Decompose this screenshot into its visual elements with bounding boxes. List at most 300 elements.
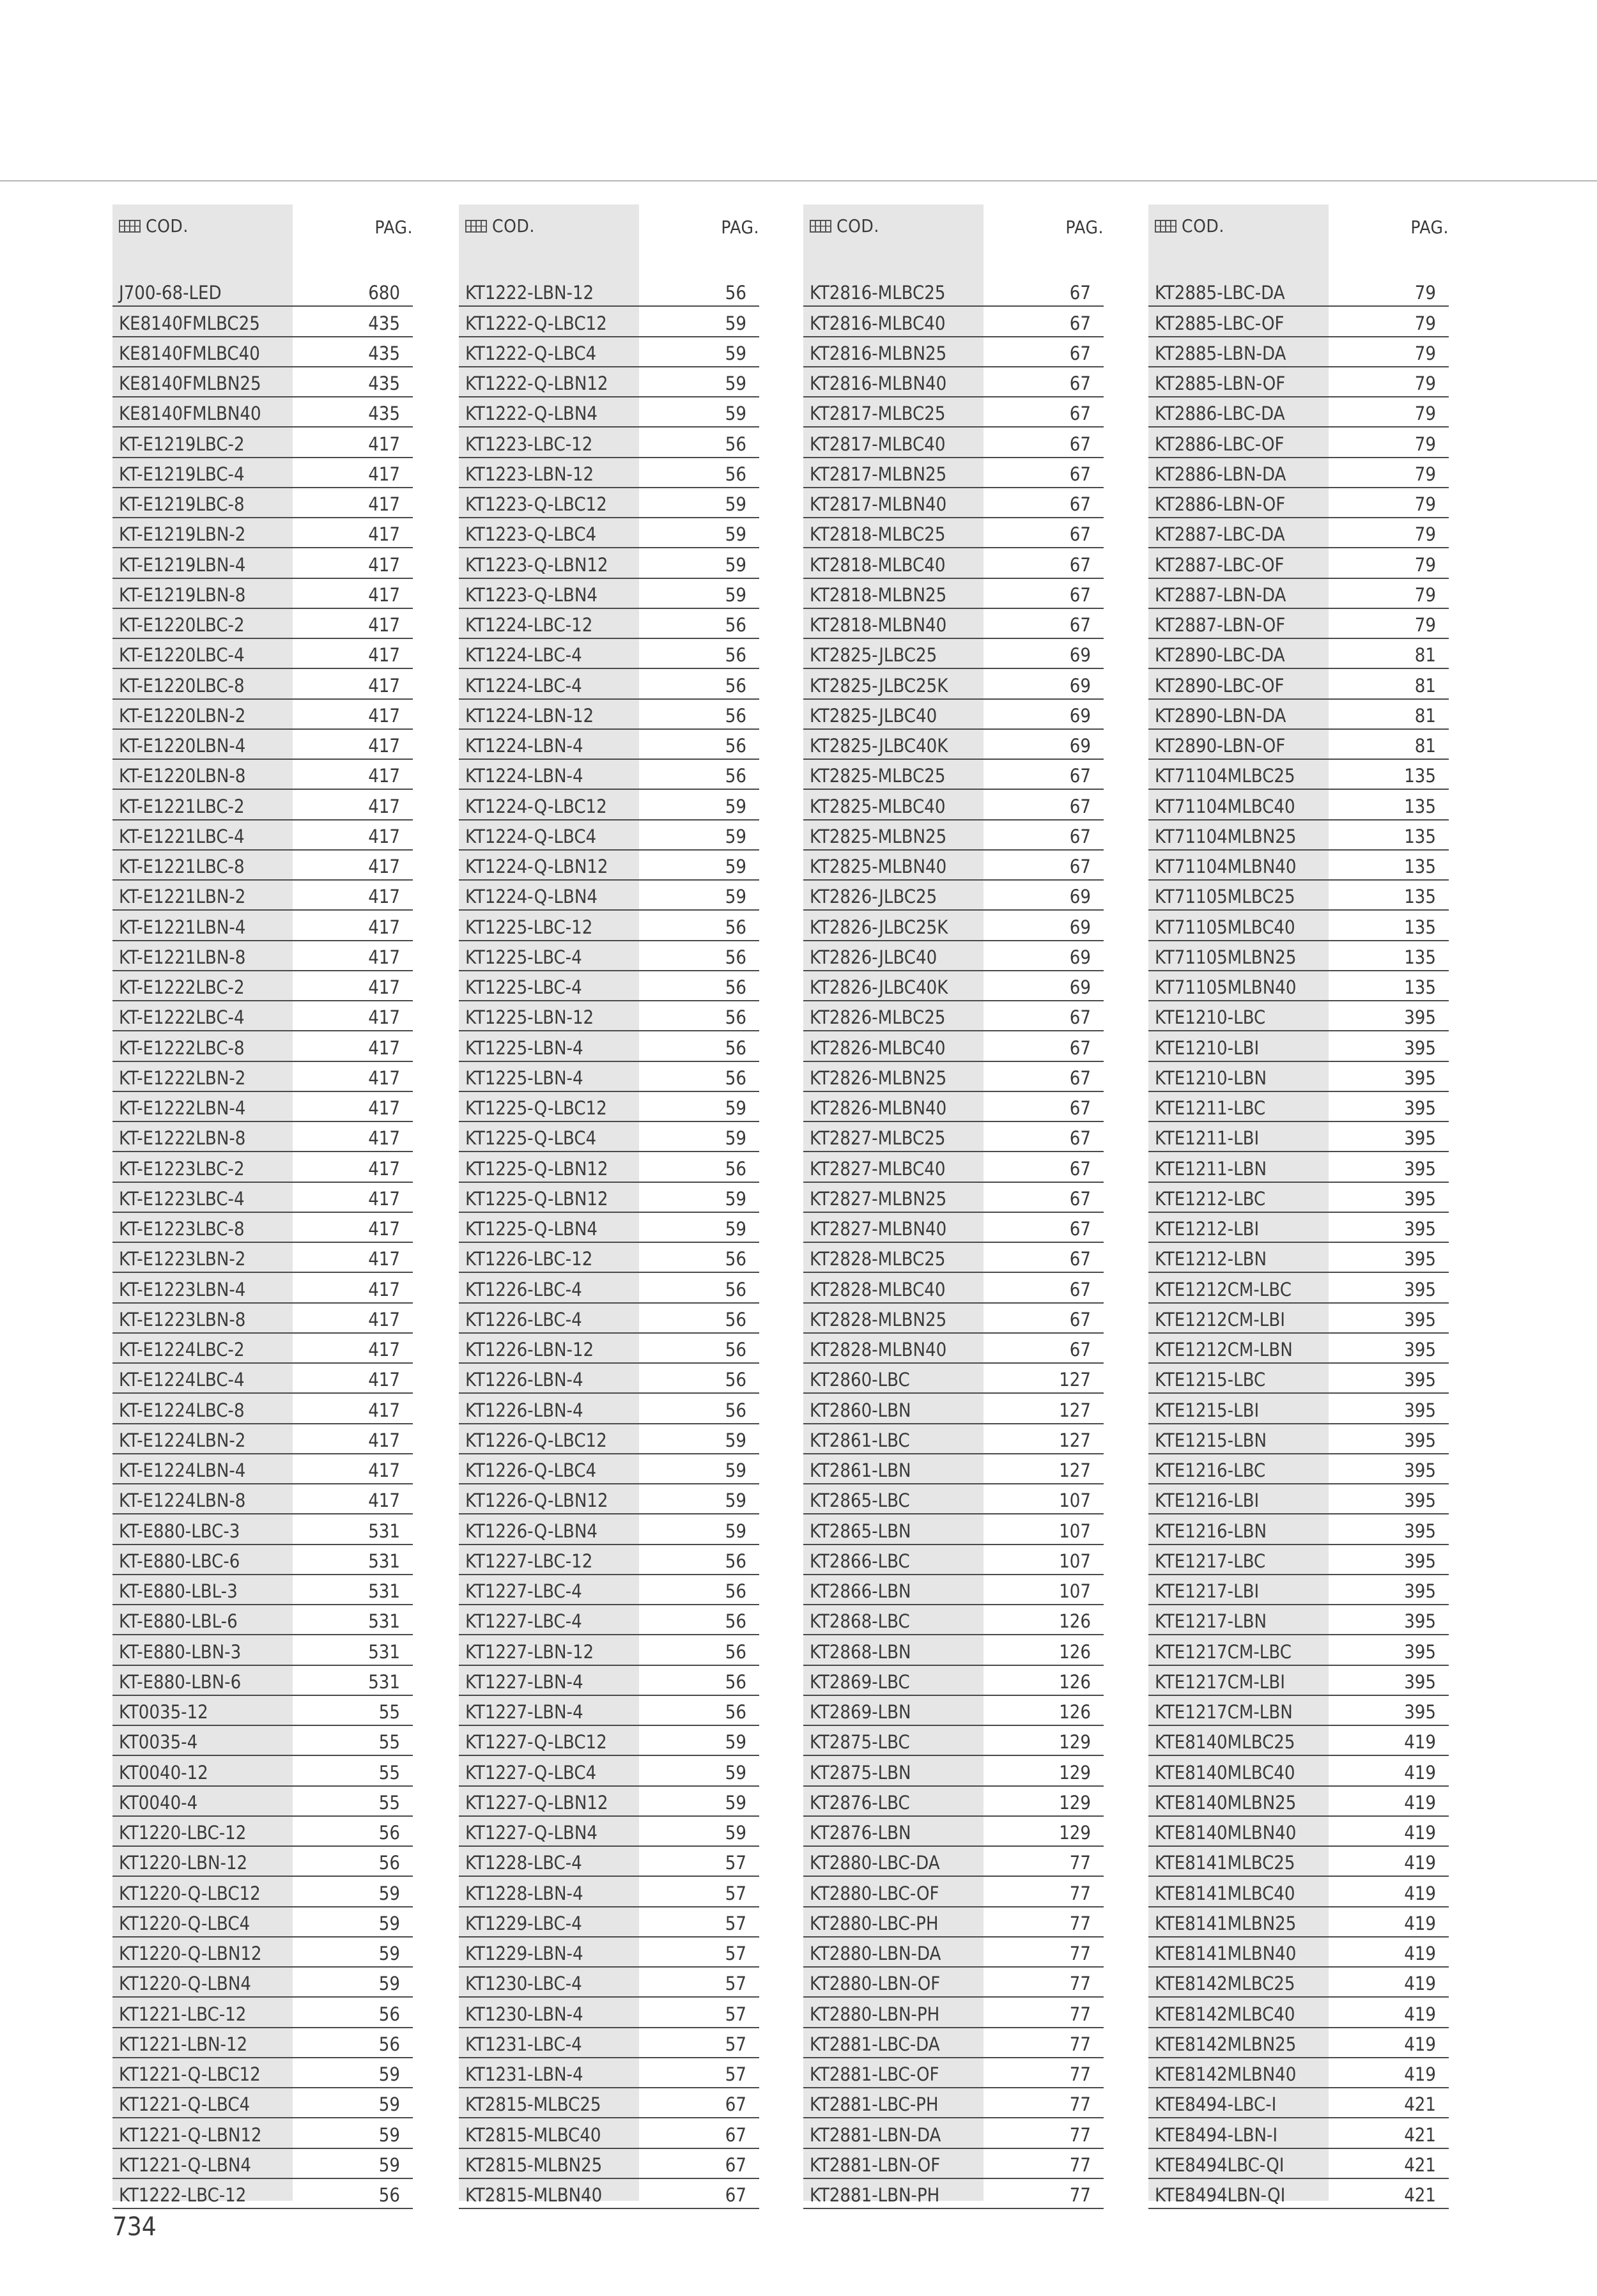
table-row: [803, 609, 1104, 639]
page-ref: 56: [725, 644, 746, 666]
product-code: KT1223-Q-LBN12: [465, 553, 608, 576]
table-row: [459, 1817, 759, 1847]
table-row: [803, 458, 1104, 488]
table-row: [112, 1424, 413, 1454]
product-code: KT2827-MLBN25: [810, 1187, 947, 1210]
table-row: [459, 367, 759, 397]
page-ref: 67: [1069, 614, 1091, 636]
page-ref: 395: [1404, 1429, 1436, 1451]
page-ref: 67: [725, 2093, 746, 2116]
product-code: KT2825-JLBC40: [810, 704, 937, 727]
table-row: [1148, 488, 1449, 518]
column-header: [1148, 204, 1449, 277]
table-row: [112, 1847, 413, 1877]
table-row: [459, 2028, 759, 2058]
page-ref: 59: [378, 2123, 400, 2146]
page-ref: 421: [1404, 2184, 1436, 2206]
product-code: KT-E880-LBL-6: [119, 1610, 238, 1633]
product-code: KT1221-Q-LBN4: [119, 2153, 251, 2176]
product-code: KT2828-MLBN25: [810, 1308, 947, 1330]
page-ref: 417: [368, 1157, 400, 1180]
product-code: KTE8494LBN-QI: [1155, 2184, 1286, 2206]
page-ref: 77: [1069, 1973, 1091, 1995]
product-code: KT2818-MLBC40: [810, 553, 946, 576]
table-row: [112, 2149, 413, 2179]
page-ref: 395: [1404, 1036, 1436, 1059]
product-code: KT1227-LBC-4: [465, 1580, 582, 1602]
page-ref: 56: [725, 765, 746, 787]
product-code: KT2826-JLBC25K: [810, 916, 948, 938]
table-row: [803, 1938, 1104, 1968]
table-row: [1148, 609, 1449, 639]
product-code: KT1223-LBN-12: [465, 463, 594, 485]
table-row: [112, 2179, 413, 2209]
product-code: KT1221-Q-LBN12: [119, 2123, 262, 2146]
table-row: [459, 518, 759, 548]
table-row: [803, 1183, 1104, 1213]
table-row: [459, 1787, 759, 1817]
product-code: KT-E1220LBC-2: [119, 614, 245, 636]
page-ref: 531: [368, 1610, 400, 1633]
product-code: KT-E1223LBN-2: [119, 1248, 246, 1270]
table-row: [112, 1726, 413, 1756]
page-ref: 59: [725, 1127, 746, 1150]
product-code: KT2885-LBN-DA: [1155, 342, 1286, 364]
page-ref: 435: [368, 312, 400, 334]
product-code: KE8140FMLBN40: [119, 403, 261, 425]
page-ref: 59: [725, 1822, 746, 1844]
table-row: [1148, 1666, 1449, 1696]
product-code: KT1228-LBC-4: [465, 1852, 582, 1874]
index-column: [459, 204, 759, 2209]
page-ref: 67: [1069, 1097, 1091, 1119]
table-row: [112, 1213, 413, 1243]
product-code: KT-E1224LBN-2: [119, 1429, 246, 1451]
product-code: KT2825-JLBC25K: [810, 674, 948, 697]
page-ref: 417: [368, 463, 400, 485]
page-ref: 67: [1069, 856, 1091, 877]
product-code: KT1226-Q-LBC12: [465, 1429, 607, 1451]
page-header-label: PAG.: [1065, 217, 1104, 238]
page-ref: 56: [725, 1580, 746, 1602]
page-ref: 417: [368, 1006, 400, 1029]
table-row: [803, 851, 1104, 881]
page-ref: 67: [1069, 403, 1091, 425]
page-ref: 56: [725, 1610, 746, 1633]
table-row: [459, 609, 759, 639]
table-row: [803, 1756, 1104, 1786]
table-row: [112, 1514, 413, 1545]
table-row: [112, 911, 413, 941]
page-ref: 417: [368, 1339, 400, 1360]
product-code: KT1223-Q-LBC4: [465, 523, 597, 546]
page-ref: 395: [1404, 1670, 1436, 1693]
product-code: KT1221-LBN-12: [119, 2033, 248, 2055]
product-code: KTE8140MLBN25: [1155, 1791, 1297, 1814]
table-row: [112, 821, 413, 851]
product-code: KT2825-MLBC40: [810, 795, 946, 817]
page-ref: 419: [1404, 1761, 1436, 1784]
top-divider: [0, 180, 1597, 181]
page-ref: 107: [1059, 1550, 1091, 1572]
product-code: KT2887-LBN-OF: [1155, 614, 1286, 636]
product-code: KT2876-LBN: [810, 1822, 911, 1844]
table-row: [112, 1605, 413, 1635]
page-ref: 57: [725, 1882, 746, 1904]
page-ref: 419: [1404, 1791, 1436, 1814]
table-row: [803, 1968, 1104, 1998]
table-row: [1148, 1273, 1449, 1303]
table-row: [459, 1907, 759, 1938]
page-ref: 67: [1069, 1036, 1091, 1059]
table-row: [1148, 2028, 1449, 2058]
product-code: KTE8142MLBC40: [1155, 2003, 1295, 2025]
product-code: KT1230-LBN-4: [465, 2003, 583, 2025]
page-ref: 419: [1404, 2063, 1436, 2085]
product-code: KTE1210-LBI: [1155, 1036, 1260, 1059]
product-code: KT1225-Q-LBN12: [465, 1187, 608, 1210]
product-code: KT1224-Q-LBC4: [465, 825, 597, 847]
product-code: KT2869-LBN: [810, 1701, 911, 1723]
table-row: [803, 1364, 1104, 1394]
table-row: [1148, 2058, 1449, 2088]
product-code: KTE1217CM-LBI: [1155, 1670, 1285, 1693]
table-row: [1148, 1787, 1449, 1817]
page-ref: 395: [1404, 1399, 1436, 1421]
table-row: [459, 1122, 759, 1152]
table-row: [803, 1424, 1104, 1454]
page-ref: 77: [1069, 2093, 1091, 2116]
product-code: KT-E1220LBN-2: [119, 704, 246, 727]
product-code: KT2866-LBC: [810, 1550, 910, 1572]
page-ref: 417: [368, 1248, 400, 1270]
page-ref: 56: [725, 1399, 746, 1421]
page-ref: 59: [378, 1882, 400, 1904]
code-header-label: COD.: [492, 215, 535, 236]
product-code: KT2887-LBN-DA: [1155, 583, 1286, 606]
table-row: [803, 1787, 1104, 1817]
table-row: [112, 941, 413, 971]
table-row: [459, 1726, 759, 1756]
product-code: KT-E1219LBN-2: [119, 523, 246, 546]
table-row: [803, 1726, 1104, 1756]
table-row: [459, 1394, 759, 1424]
page-ref: 77: [1069, 2184, 1091, 2206]
page-ref: 59: [725, 1490, 746, 1512]
table-row: [112, 2118, 413, 2148]
page-ref: 56: [725, 1278, 746, 1300]
page-ref: 67: [725, 2123, 746, 2146]
page-ref: 59: [725, 1761, 746, 1784]
page-header-label: PAG.: [374, 217, 413, 238]
product-code: KT2886-LBN-DA: [1155, 463, 1286, 485]
page-ref: 126: [1059, 1640, 1091, 1663]
table-row: [1148, 881, 1449, 911]
page-ref: 56: [725, 1006, 746, 1029]
table-row: [1148, 1998, 1449, 2028]
table-row: [803, 1605, 1104, 1635]
page-ref: 69: [1069, 916, 1091, 938]
page-ref: 56: [378, 2184, 400, 2206]
product-code: KT2815-MLBC25: [465, 2093, 601, 2116]
page-ref: 67: [1069, 1157, 1091, 1180]
table-row: [1148, 518, 1449, 548]
product-code: KT-E880-LBC-3: [119, 1520, 240, 1542]
table-row: [459, 1696, 759, 1726]
page-ref: 77: [1069, 1943, 1091, 1964]
product-code: KT1225-LBN-12: [465, 1006, 594, 1029]
product-code: KT1220-LBN-12: [119, 1852, 248, 1874]
page-ref: 77: [1069, 2153, 1091, 2176]
page-ref: 57: [725, 2003, 746, 2025]
table-row: [1148, 1635, 1449, 1665]
product-code: KTE1211-LBC: [1155, 1097, 1266, 1119]
table-row: [112, 1364, 413, 1394]
page-ref: 395: [1404, 1701, 1436, 1723]
table-row: [803, 428, 1104, 458]
table-row: [1148, 1062, 1449, 1092]
product-code: KT2881-LBN-OF: [810, 2153, 941, 2176]
product-code: KT1225-LBC-4: [465, 976, 582, 998]
page-ref: 135: [1404, 976, 1436, 998]
table-row: [1148, 1907, 1449, 1938]
product-code: KT1220-Q-LBC4: [119, 1912, 251, 1934]
product-code: KTE1215-LBI: [1155, 1399, 1260, 1421]
product-code: KT2880-LBC-OF: [810, 1882, 939, 1904]
page-ref: 79: [1414, 282, 1436, 304]
product-code: KT2816-MLBN25: [810, 342, 947, 364]
page-ref: 135: [1404, 856, 1436, 877]
table-row: [803, 1635, 1104, 1665]
page-ref: 77: [1069, 2063, 1091, 2085]
product-code: KT1224-Q-LBN4: [465, 886, 598, 908]
table-row: [1148, 1575, 1449, 1605]
page-ref: 77: [1069, 1882, 1091, 1904]
page-ref: 135: [1404, 825, 1436, 847]
page-ref: 395: [1404, 1580, 1436, 1602]
page-ref: 67: [1069, 583, 1091, 606]
product-code: KT-E1224LBC-2: [119, 1339, 245, 1360]
table-row: [1148, 851, 1449, 881]
table-row: [803, 911, 1104, 941]
product-code: KT2826-MLBN25: [810, 1067, 947, 1089]
product-code: KT2880-LBN-PH: [810, 2003, 940, 2025]
page-ref: 69: [1069, 644, 1091, 666]
page-ref: 395: [1404, 1067, 1436, 1089]
page-ref: 395: [1404, 1369, 1436, 1391]
page-ref: 59: [725, 856, 746, 877]
product-code: KT0040-4: [119, 1791, 198, 1814]
table-row: [112, 518, 413, 548]
page-ref: 67: [1069, 825, 1091, 847]
page-ref: 79: [1414, 403, 1436, 425]
product-code: KTE1217-LBN: [1155, 1610, 1267, 1633]
product-code: KT-E880-LBL-3: [119, 1580, 238, 1602]
page-ref: 56: [725, 463, 746, 485]
product-code: KT1220-Q-LBN12: [119, 1943, 262, 1964]
page-ref: 67: [1069, 553, 1091, 576]
page-ref: 395: [1404, 1187, 1436, 1210]
page-header-label: PAG.: [721, 217, 759, 238]
table-row: [112, 1696, 413, 1726]
page-ref: 126: [1059, 1610, 1091, 1633]
product-code: KT-E1219LBN-4: [119, 553, 246, 576]
table-row: [459, 971, 759, 1001]
table-row: [459, 941, 759, 971]
table-row: [112, 1454, 413, 1484]
table-row: [1148, 1484, 1449, 1514]
page-ref: 57: [725, 1852, 746, 1874]
product-code: KT2826-MLBC25: [810, 1006, 946, 1029]
table-row: [459, 1545, 759, 1575]
product-code: KT2816-MLBC40: [810, 312, 946, 334]
table-row: [1148, 458, 1449, 488]
product-code: KT0035-4: [119, 1731, 198, 1753]
table-row: [1148, 1968, 1449, 1998]
page-ref: 67: [1069, 523, 1091, 546]
table-row: [803, 700, 1104, 730]
product-code: KT2815-MLBC40: [465, 2123, 601, 2146]
product-code: KT1226-Q-LBN12: [465, 1490, 608, 1512]
product-code: KT0040-12: [119, 1761, 208, 1784]
product-code: KT-E1222LBN-2: [119, 1067, 246, 1089]
product-code: KT1227-LBN-4: [465, 1701, 583, 1723]
page-ref: 421: [1404, 2093, 1436, 2116]
table-row: [112, 1122, 413, 1152]
page-ref: 67: [1069, 493, 1091, 515]
page-ref: 59: [378, 1912, 400, 1934]
product-code: KT1222-Q-LBN4: [465, 403, 598, 425]
page-ref: 59: [725, 886, 746, 908]
page-ref: 417: [368, 795, 400, 817]
page-ref: 57: [725, 1912, 746, 1934]
table-row: [803, 760, 1104, 790]
product-code: J700-68-LED: [119, 282, 222, 304]
code-header: [465, 215, 535, 236]
page-ref: 57: [725, 1973, 746, 1995]
product-code: KE8140FMLBN25: [119, 373, 261, 394]
table-row: [803, 2179, 1104, 2209]
product-code: KT-E1219LBC-8: [119, 493, 245, 515]
table-row: [112, 1545, 413, 1575]
page-ref: 417: [368, 886, 400, 908]
table-row: [803, 1847, 1104, 1877]
page-ref: 69: [1069, 976, 1091, 998]
table-row: [459, 790, 759, 820]
page-ref: 59: [725, 1187, 746, 1210]
table-row: [1148, 1001, 1449, 1031]
product-code: KT2825-JLBC40K: [810, 735, 948, 757]
table-row: [1148, 367, 1449, 397]
table-row: [112, 700, 413, 730]
table-row: [803, 881, 1104, 911]
table-row: [112, 790, 413, 820]
product-code: KT2886-LBN-OF: [1155, 493, 1286, 515]
page-ref: 59: [725, 795, 746, 817]
table-row: [112, 2028, 413, 2058]
product-code: KT0035-12: [119, 1701, 208, 1723]
page-ref: 69: [1069, 946, 1091, 968]
page-ref: 67: [1069, 463, 1091, 485]
table-row: [459, 1847, 759, 1877]
product-code: KT2828-MLBC40: [810, 1278, 946, 1300]
page-ref: 67: [1069, 1127, 1091, 1150]
table-row: [803, 307, 1104, 337]
table-row: [112, 1273, 413, 1303]
product-code: KT1221-LBC-12: [119, 2003, 247, 2025]
product-code: KT1225-LBN-4: [465, 1067, 583, 1089]
page-ref: 395: [1404, 1006, 1436, 1029]
product-code: KT1222-Q-LBC4: [465, 342, 597, 364]
product-code: KT1223-Q-LBN4: [465, 583, 598, 606]
page-ref: 395: [1404, 1339, 1436, 1360]
page-ref: 417: [368, 916, 400, 938]
product-code: KT2876-LBC: [810, 1791, 910, 1814]
page-ref: 55: [378, 1731, 400, 1753]
table-row: [1148, 1092, 1449, 1122]
page-ref: 417: [368, 433, 400, 455]
page-ref: 419: [1404, 1882, 1436, 1904]
page-ref: 59: [725, 523, 746, 546]
product-code: KT1226-LBC-12: [465, 1248, 593, 1270]
page-ref: 129: [1059, 1731, 1091, 1753]
page-ref: 395: [1404, 1520, 1436, 1542]
table-row: [803, 397, 1104, 428]
table-row: [803, 1152, 1104, 1182]
product-code: KT2886-LBC-DA: [1155, 403, 1285, 425]
table-row: [459, 1575, 759, 1605]
product-code: KT1224-LBN-12: [465, 704, 594, 727]
page-ref: 57: [725, 2033, 746, 2055]
product-code: KTE8141MLBN25: [1155, 1912, 1297, 1934]
table-row: [112, 1304, 413, 1334]
product-code: KT-E1220LBN-8: [119, 765, 246, 787]
page-ref: 79: [1414, 433, 1436, 455]
table-row: [1148, 1213, 1449, 1243]
page-ref: 59: [725, 1460, 746, 1481]
table-row: [112, 730, 413, 760]
page-ref: 135: [1404, 946, 1436, 968]
product-code: KTE8140MLBN40: [1155, 1822, 1297, 1844]
table-row: [803, 730, 1104, 760]
product-code: KT-E1224LBC-8: [119, 1399, 245, 1421]
product-code: KT1220-LBC-12: [119, 1822, 247, 1844]
table-row: [112, 1666, 413, 1696]
product-code: KT-E1221LBC-8: [119, 856, 245, 877]
product-code: KT1225-Q-LBN4: [465, 1218, 598, 1240]
product-code: KT1221-Q-LBC12: [119, 2063, 261, 2085]
page-ref: 59: [725, 403, 746, 425]
page-ref: 56: [725, 916, 746, 938]
product-code: KT-E1223LBN-8: [119, 1308, 246, 1330]
page-ref: 417: [368, 614, 400, 636]
table-row: [1148, 760, 1449, 790]
table-row: [803, 1334, 1104, 1364]
table-row: [459, 639, 759, 669]
table-row: [803, 2028, 1104, 2058]
product-code: KT2825-MLBC25: [810, 765, 946, 787]
table-row: [112, 428, 413, 458]
page-ref: 417: [368, 583, 400, 606]
product-code: KTE1217CM-LBC: [1155, 1640, 1292, 1663]
product-code: KT1222-Q-LBN12: [465, 373, 608, 394]
page-ref: 107: [1059, 1520, 1091, 1542]
table-row: [112, 1031, 413, 1061]
product-code: KT2816-MLBN40: [810, 373, 947, 394]
table-row: [803, 1001, 1104, 1031]
product-code: KT71105MLBC40: [1155, 916, 1295, 938]
table-row: [459, 337, 759, 367]
